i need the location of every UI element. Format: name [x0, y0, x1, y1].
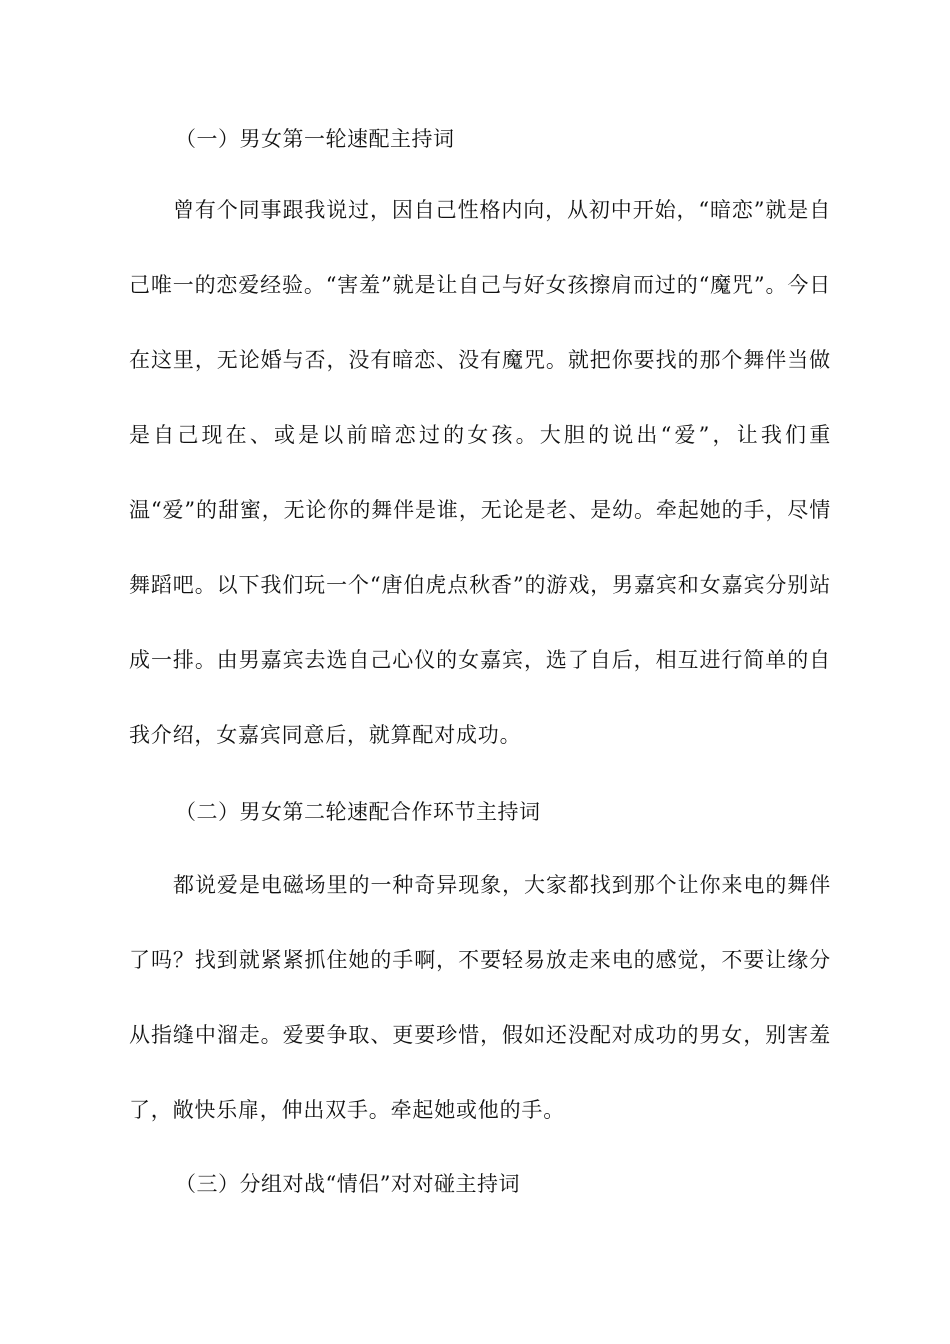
- section-2-paragraph: 都说爱是电磁场里的一种奇异现象，大家都找到那个让你来电的舞伴了吗？找到就紧紧抓住她的手啊，不要轻易放走来电的感觉，不要让缘分从指缝中溜走。爱要争取、更要珍惜，假如还没配对成功的男女，别害羞了，敞快乐扉，伸出双手。牵起她或他的手。: [129, 873, 831, 1122]
- section-3-heading: （三）分组对战“情侣”对对碰主持词: [175, 1172, 520, 1196]
- section-1-paragraph: 曾有个同事跟我说过，因自己性格内向，从初中开始，“暗恋”就是自己唯一的恋爱经验。“害羞”就是让自己与好女孩擦肩而过的“魔咒”。今日在这里，无论婚与否，没有暗恋、没有魔咒。就把你要找的那个舞伴当做是自己现在、或是以前暗恋过的女孩。大胆的说出“爱”，让我们重温“爱”的甜蜜，无论你的舞伴是谁，无论是老、是幼。牵起她的手，尽情舞蹈吧。以下我们玩一个“唐伯虎点秋香”的游戏，男嘉宾和女嘉宾分别站成一排。由男嘉宾去选自己心仪的女嘉宾，选了自后，相互进行简单的自我介绍，女嘉宾同意后，就算配对成功。: [129, 198, 831, 747]
- section-1-heading: （一）男女第一轮速配主持词: [175, 127, 455, 151]
- section-2-heading: （二）男女第二轮速配合作环节主持词: [175, 800, 541, 824]
